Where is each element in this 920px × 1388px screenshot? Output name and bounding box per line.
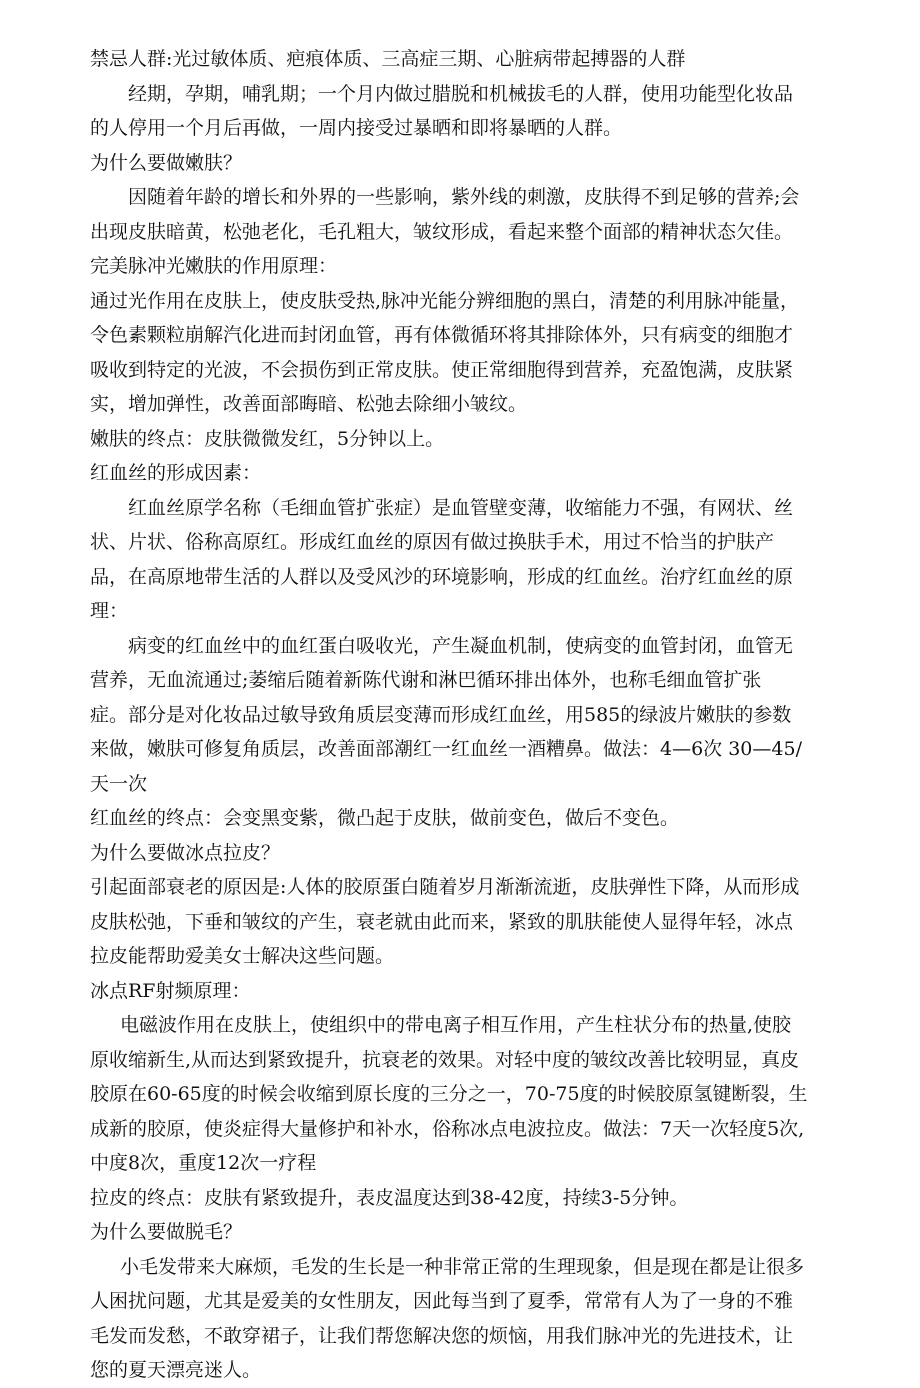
- paragraph-line: 症。部分是对化妆品过敏导致角质层变薄而形成红血丝，用585的绿波片嫩肤的参数: [90, 703, 792, 726]
- paragraph-line: 病变的红血丝中的血红蛋白吸收光，产生凝血机制，使病变的血管封闭，血管无: [128, 634, 794, 657]
- paragraph-line: 出现皮肤暗黄，松弛老化，毛孔粗大，皱纹形成，看起来整个面部的精神状态欠佳。: [90, 220, 794, 243]
- paragraph-line: 中度8次，重度12次一疗程: [90, 1152, 317, 1174]
- paragraph-line: 原收缩新生,从而达到紧致提升，抗衰老的效果。对轻中度的皱纹改善比较明显，真皮: [90, 1048, 800, 1071]
- paragraph-line: 皮肤松弛，下垂和皱纹的产生，衰老就由此而来，紧致的肌肤能使人显得年轻，冰点: [90, 910, 794, 933]
- paragraph-line: 的人停用一个月后再做，一周内接受过暴晒和即将暴晒的人群。: [90, 117, 623, 139]
- section-heading: 为什么要做冰点拉皮？: [90, 841, 281, 864]
- endpoint-line: 拉皮的终点：皮肤有紧致提升，表皮温度达到38-42度，持续3-5分钟。: [90, 1186, 689, 1209]
- paragraph-line: 成新的胶原，使炎症得大量修护和补水，俗称冰点电波拉皮。做法：7天一次轻度5次,: [90, 1117, 805, 1140]
- paragraph-line: 理：: [90, 600, 129, 622]
- section-heading: 为什么要做嫩肤？: [90, 151, 243, 174]
- paragraph-line: 营养，无血流通过;萎缩后随着新陈代谢和淋巴循环排出体外，也称毛细血管扩张: [90, 669, 762, 691]
- paragraph-line: 通过光作用在皮肤上，使皮肤受热,脉冲光能分辨细胞的黑白，清楚的利用脉冲能量，: [90, 289, 800, 312]
- section-heading: 红血丝的形成因素：: [90, 462, 262, 484]
- section-heading: 完美脉冲光嫩肤的作用原理：: [90, 255, 338, 277]
- section-heading: 冰点RF射频原理：: [90, 979, 251, 1002]
- paragraph-line: 实，增加弹性，改善面部晦暗、松弛去除细小皱纹。: [90, 393, 528, 415]
- paragraph-line: 您的夏天漂亮迷人。: [90, 1359, 262, 1381]
- paragraph-line: 状、片状、俗称高原红。形成红血丝的原因有做过换肤手术，用过不恰当的护肤产: [90, 531, 775, 553]
- paragraph-line: 拉皮能帮助爱美女士解决这些问题。: [90, 945, 395, 967]
- paragraph-line: 人困扰问题，尤其是爱美的女性朋友，因此每当到了夏季，常常有人为了一身的不雅: [90, 1290, 794, 1312]
- paragraph-line: 品，在高原地带生活的人群以及受风沙的环境影响，形成的红血丝。治疗红血丝的原: [90, 565, 794, 588]
- paragraph-line: 因随着年龄的增长和外界的一些影响，紫外线的刺激，皮肤得不到足够的营养;会: [128, 186, 800, 208]
- section-heading: 为什么要做脱毛？: [90, 1221, 243, 1243]
- paragraph-line: 令色素颗粒崩解汽化进而封闭血管，再有体微循环将其排除体外，只有病变的细胞才: [90, 324, 794, 346]
- paragraph-line: 引起面部衰老的原因是:人体的胶原蛋白随着岁月渐渐流逝，皮肤弹性下降，从而形成: [90, 876, 800, 898]
- paragraph-line: 电磁波作用在皮肤上，使组织中的带电离子相互作用，产生柱状分布的热量,使胶: [120, 1014, 792, 1036]
- endpoint-line: 红血丝的终点：会变黑变紫，微凸起于皮肤，做前变色，做后不变色。: [90, 807, 680, 829]
- paragraph-line: 毛发而发愁，不敢穿裙子，让我们帮您解决您的烦恼，用我们脉冲光的先进技术，让: [90, 1324, 794, 1347]
- paragraph-line: 经期，孕期，哺乳期；一个月内做过腊脱和机械拔毛的人群，使用功能型化妆品: [128, 82, 794, 105]
- endpoint-line: 嫩肤的终点：皮肤微微发红，5分钟以上。: [90, 427, 445, 450]
- paragraph-line: 吸收到特定的光波，不会损伤到正常皮肤。使正常细胞得到营养，充盈饱满，皮肤紧: [90, 358, 794, 381]
- paragraph-line: 小毛发带来大麻烦，毛发的生长是一种非常正常的生理现象，但是现在都是让很多: [120, 1255, 805, 1278]
- paragraph-line: 天一次: [90, 772, 148, 795]
- contraindication-heading: 禁忌人群:光过敏体质、疤痕体质、三高症三期、心脏病带起搏器的人群: [90, 48, 686, 70]
- document-body: [90, 42, 838, 1388]
- paragraph-line: 胶原在60-65度的时候会收缩到原长度的三分之一，70-75度的时候胶原氢键断裂，生: [90, 1083, 808, 1105]
- paragraph-line: 红血丝原学名称（毛细血管扩张症）是血管壁变薄，收缩能力不强，有网状、丝: [128, 496, 794, 519]
- paragraph-line: 来做，嫩肤可修复角质层，改善面部潮红一红血丝一酒糟鼻。做法：4—6次 30—45/: [90, 738, 802, 760]
